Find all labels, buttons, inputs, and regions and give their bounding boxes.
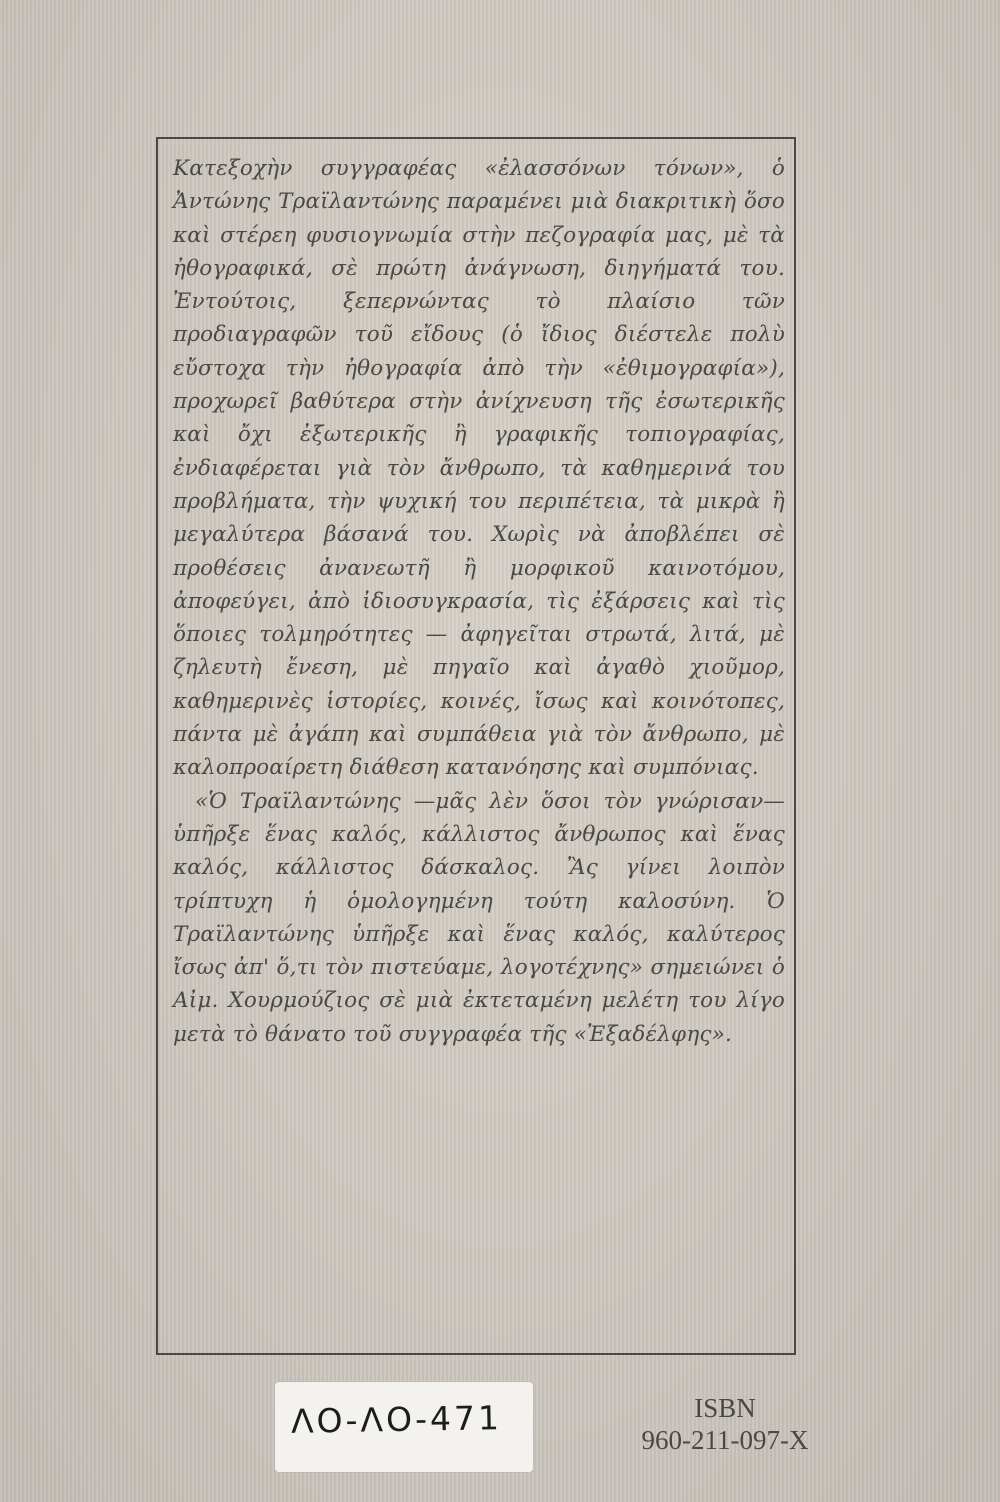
isbn-block: [612, 1392, 838, 1456]
blurb-paragraph-2: «Ὁ Τραϊλαντώνης —μᾶς λὲν ὅσοι τὸν γνώρισαν— ὑπῆρξε ἕνας καλός, κάλλιστος ἄνθρωπος καὶ ἕνας καλός, κάλλιστος δάσκαλος. Ἂς γίνει λοιπὸν τρίπτυχη ἡ ὁμολογημένη τούτη καλοσύνη. Ὁ Τραϊλαντώνης ὑπῆρξε καὶ ἕνας καλός, καλύτερος ἴσως ἀπ' ὅ,τι τὸν πιστεύαμε, λογοτέχνης» σημειώνει ὁ Αἰμ. Χουρμούζιος σὲ μιὰ ἐκτεταμένη μελέτη του λίγο μετὰ τὸ θάνατο τοῦ συγγραφέα τῆς «Ἐξαδέλφης».: [173, 788, 785, 1047]
library-sticker: [275, 1382, 533, 1472]
blurb-paragraph-1: Κατεξοχὴν συγγραφέας «ἐλασσόνων τόνων», ὁ Ἀντώνης Τραϊλαντώνης παραμένει μιὰ διακριτικὴ ὅσο καὶ στέρεη φυσιογνωμία στὴν πεζογραφία μας, μὲ τὰ ἠθογραφικά, σὲ πρώτη ἀνάγνωση, διηγήματά του. Ἐντούτοις, ξεπερνώντας τὸ πλαίσιο τῶν προδιαγραφῶν τοῦ εἴδους (ὁ ἴδιος διέστελε πολὺ εὔστοχα τὴν ἠθογραφία ἀπὸ τὴν «ἐθιμογραφία»), προχωρεῖ βαθύτερα στὴν ἀνίχνευση τῆς ἐσωτερικῆς καὶ ὄχι ἐξωτερικῆς ἢ γραφικῆς τοπιογραφίας, ἐνδιαφέρεται γιὰ τὸν ἄνθρωπο, τὰ καθημερινά του προβλήματα, τὴν ψυχική του περιπέτεια, τὰ μικρὰ ἢ μεγαλύτερα βάσανά του. Χωρὶς νὰ ἀποβλέπει σὲ προθέσεις ἀνανεωτῆ ἢ μορφικοῦ καινοτόμου, ἀποφεύγει, ἀπὸ ἰδιοσυγκρασία, τὶς ἐξάρσεις καὶ τὶς ὅποιες τολμηρότητες — ἀφηγεῖται στρωτά, λιτά, μὲ ζηλευτὴ ἔνεση, μὲ πηγαῖο καὶ ἀγαθὸ χιοῦμορ, καθημερινὲς ἱστορίες, κοινές, ἴσως καὶ κοινότοπες, πάντα μὲ ἀγάπη καὶ συμπάθεια γιὰ τὸν ἄνθρωπο, μὲ καλοπροαίρετη διάθεση κατανόησης καὶ συμπόνιας.: [173, 156, 785, 781]
isbn-number: 960-211-097-X: [641, 1425, 809, 1455]
blurb-text: [173, 152, 785, 1051]
isbn-label: ISBN: [694, 1393, 756, 1423]
sticker-code: ΛΟ-ΛΟ-471: [290, 1398, 503, 1441]
